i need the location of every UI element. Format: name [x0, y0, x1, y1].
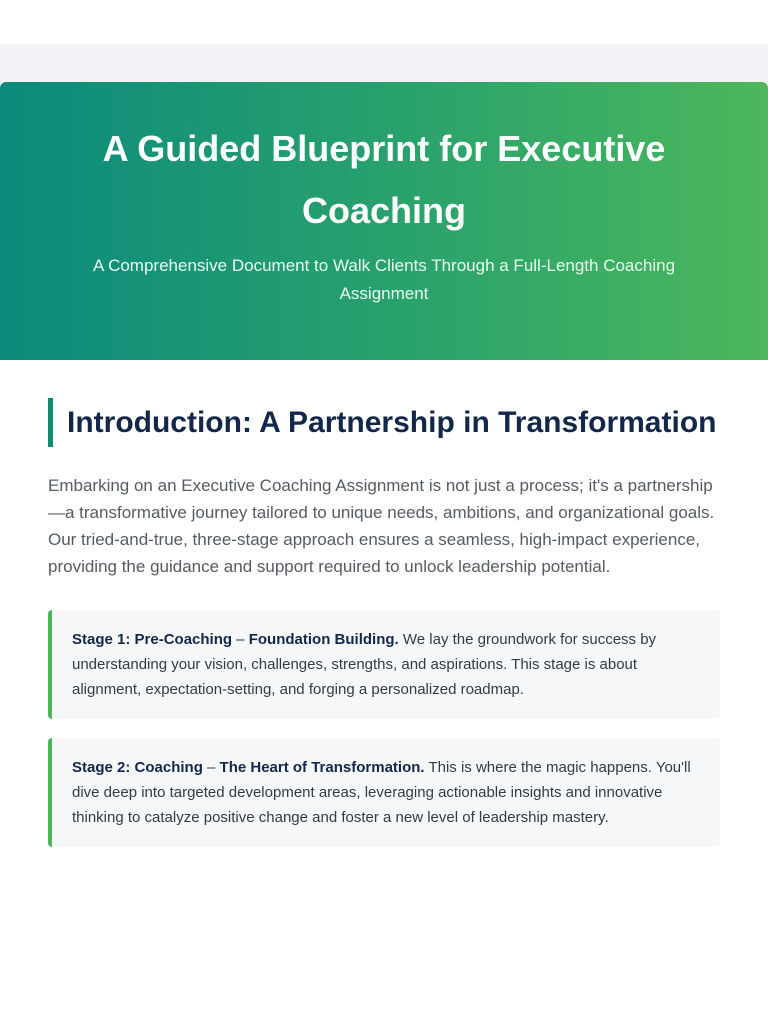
stage-focus: Foundation Building. — [248, 630, 399, 648]
stage-dash: – — [232, 630, 249, 648]
page-background-band — [0, 44, 768, 82]
stage-dash: – — [202, 758, 220, 776]
hero-banner — [0, 82, 768, 360]
top-spacer — [0, 0, 768, 44]
page-subtitle: A Comprehensive Document to Walk Clients Through a Full-Length Coaching Assignment — [92, 256, 676, 303]
stage-label: Stage 2: Coaching — [72, 758, 203, 776]
stage-card-1 — [48, 610, 720, 719]
section-title: Introduction: A Partnership in Transformation — [48, 398, 720, 447]
page-title: A Guided Blueprint for Executive Coaching — [102, 128, 666, 231]
stage-card-2 — [48, 738, 720, 847]
stage-description: This is where the magic happens. You'll dive deep into targeted development areas, leveraging actionable insights and innovative thinking to catalyze positive change and foster a new level of leadership mastery. — [72, 758, 691, 826]
intro-paragraph: Embarking on an Executive Coaching Assignment is not just a process; it's a partnership—a transformative journey tailored to unique needs, ambitions, and organizational goals. Our tried-and-true, three-stage approach ensures a seamless, high-impact experience, providing the guidance and support required to unlock leadership potential. — [48, 475, 715, 576]
stage-focus: The Heart of Transformation. — [219, 758, 425, 776]
main-content — [0, 398, 768, 847]
stage-label: Stage 1: Pre-Coaching — [72, 630, 233, 648]
stage-description: We lay the groundwork for success by understanding your vision, challenges, strengths, and aspirations. This stage is about alignment, expectation-setting, and forging a personalized roadmap. — [72, 630, 657, 698]
